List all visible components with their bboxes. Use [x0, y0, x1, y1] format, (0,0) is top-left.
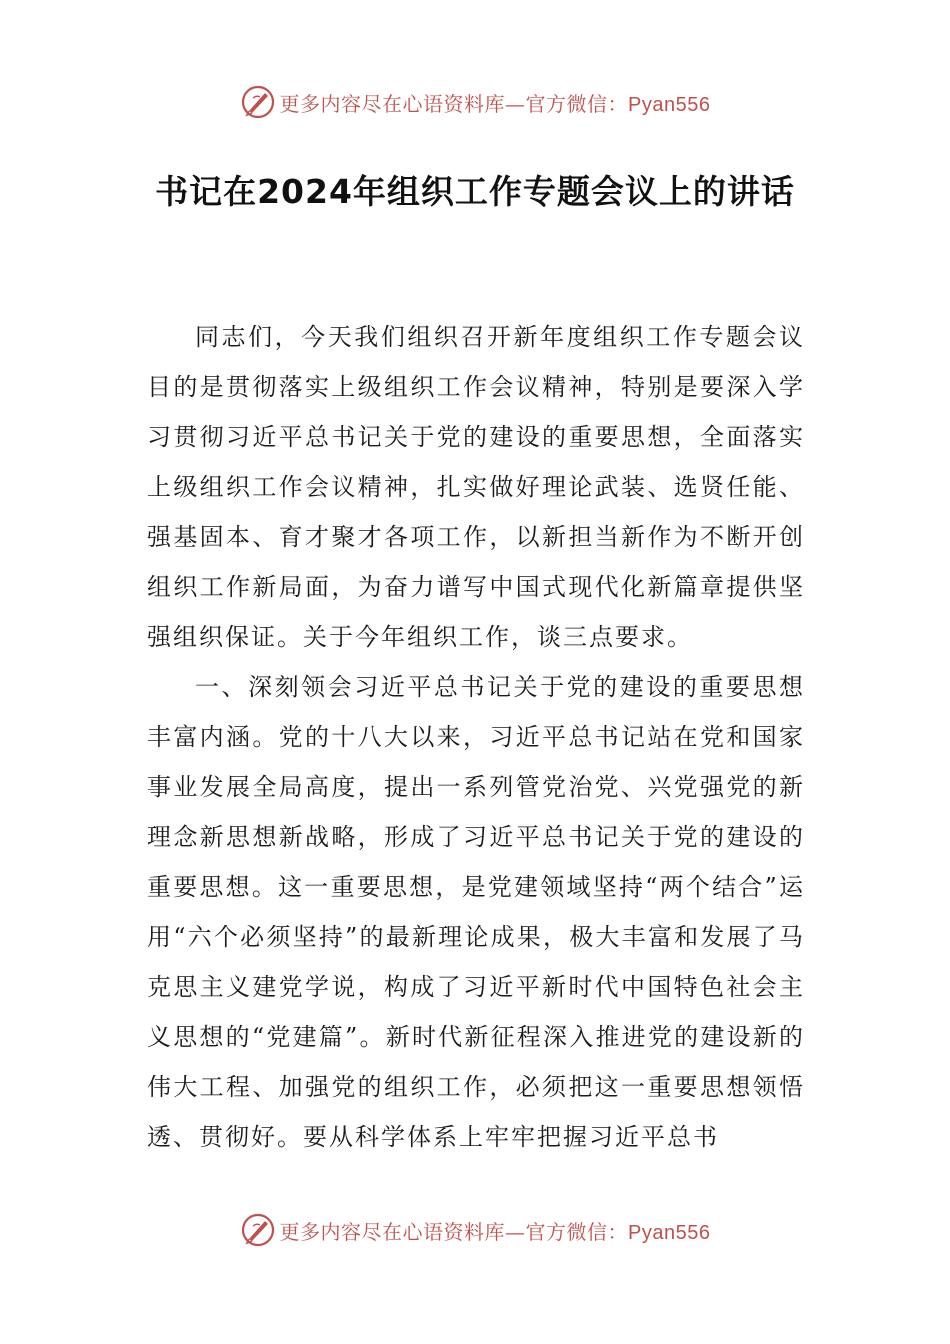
watermark-wechat-id: Pyan556 [628, 93, 711, 116]
quill-logo-icon [240, 84, 276, 120]
watermark-text [280, 1216, 711, 1245]
watermark-wechat-id: Pyan556 [628, 1221, 711, 1244]
footer-watermark-banner [0, 1210, 950, 1250]
quill-logo-icon [240, 1212, 276, 1248]
watermark-text [280, 88, 711, 117]
watermark-text-cn: 更多内容尽在心语资料库—官方微信： [279, 1219, 629, 1244]
document-title: 书记在2024年组织工作专题会议上的讲话 [155, 172, 795, 211]
header-watermark-banner [0, 82, 950, 122]
paragraph: 同志们，今天我们组织召开新年度组织工作专题会议目的是贯彻落实上级组织工作会议精神，特别是要深入学习贯彻习近平总书记关于党的建设的重要思想，全面落实上级组织工作会议精神，扎实做好理论武装、选贤任能、强基固本、育才聚才各项工作，以新担当新作为不断开创组织工作新局面，为奋力谱写中国式现代化新篇章提供坚强组织保证。关于今年组织工作，谈三点要求。 [147, 323, 805, 651]
watermark-text-cn: 更多内容尽在心语资料库—官方微信： [279, 91, 629, 116]
paragraph: 一、深刻领会习近平总书记关于党的建设的重要思想丰富内涵。党的十八大以来，习近平总书记站在党和国家事业发展全局高度，提出一系列管党治党、兴党强党的新理念新思想新战略，形成了习近平总书记关于党的建设的重要思想。这一重要思想，是党建领域坚持“两个结合”运用“六个必须坚持”的最新理论成果，极大丰富和发展了马克思主义建党学说，构成了习近平新时代中国特色社会主义思想的“党建篇”。新时代新征程深入推进党的建设新的伟大工程、加强党的组织工作，必须把这一重要思想领悟透、贯彻好。要从科学体系上牢牢把握习近平总书 [147, 673, 805, 1151]
document-body [147, 312, 805, 1162]
